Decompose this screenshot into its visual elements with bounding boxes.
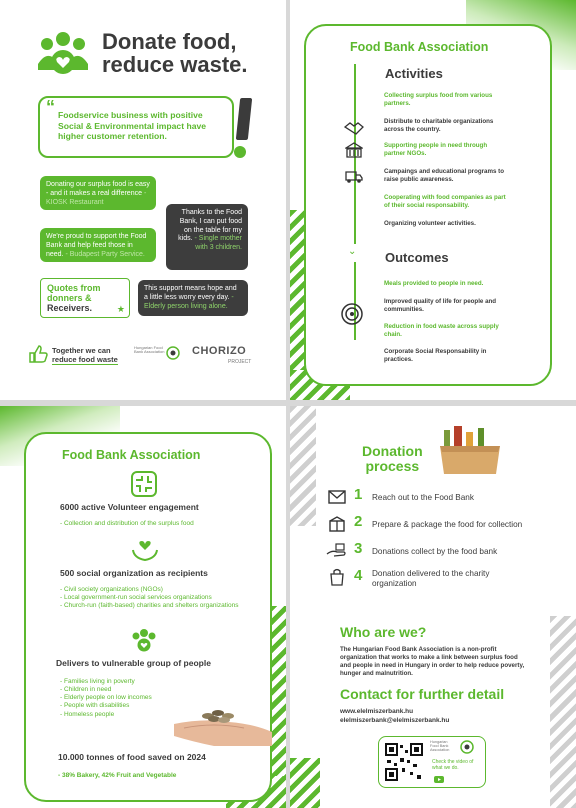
- who-heading: Who are we?: [340, 624, 427, 640]
- organization-item: - Local government-run social services organizations: [60, 594, 212, 602]
- star-icon: ★: [116, 304, 125, 314]
- quote-bubble-elderly: [138, 280, 248, 316]
- chorizo-sub: PROJECT: [228, 359, 252, 365]
- activity-item: Distribute to charitable organizations across the country.: [384, 118, 494, 133]
- stripe-decoration-bottom-left: [290, 758, 320, 808]
- group-item: - People with disabilities: [60, 702, 130, 710]
- food-bank-logo-icon: [166, 346, 180, 360]
- page-2: [290, 0, 576, 400]
- title-line-2: reduce waste.: [102, 52, 248, 78]
- step-number: 1: [354, 486, 363, 503]
- who-text: The Hungarian Food Bank Association is a non-profit organization that works to make a link between surplus food and people in need in Hungary in order to help reduce poverty, hunger and malnutrition.: [340, 646, 525, 678]
- chevron-down-icon: ⌄: [348, 246, 357, 257]
- step-number: 3: [354, 540, 363, 557]
- stripe-decoration-left-top: [290, 406, 316, 526]
- timeline-line-2: [354, 262, 356, 340]
- outcome-item: Corporate Social Responsability in practices.: [384, 348, 487, 363]
- outcome-item: Reduction in food waste across supply chain.: [384, 323, 499, 338]
- quotes-label-2: donners &: [47, 292, 92, 303]
- grocery-bag-icon: [328, 568, 346, 586]
- hand-giving-icon: [326, 542, 348, 558]
- contact-website-link[interactable]: www.elelmiszerbank.hu: [340, 708, 414, 715]
- activities-heading: Activities: [385, 66, 443, 81]
- step-text: Reach out to the Food Bank: [372, 493, 474, 502]
- food-box-image: [436, 424, 504, 476]
- quote-box: [38, 96, 234, 158]
- qr-caption: Check the video of what we do.: [432, 759, 474, 771]
- step-number: 2: [354, 513, 363, 530]
- volunteer-heading: 6000 active Volunteer engagement: [60, 502, 199, 512]
- activity-item: Cooperating with food companies as part of their social responsability.: [384, 194, 506, 209]
- envelope-icon: [328, 490, 346, 504]
- group-item: - Homeless people: [60, 710, 115, 718]
- qr-code[interactable]: [384, 742, 424, 782]
- page-title: Food Bank Association: [62, 448, 201, 462]
- volunteer-hands-icon: [130, 470, 158, 498]
- bubble-author: - Elderly person living alone.: [144, 293, 234, 310]
- bubble-text: Thanks to the Food Bank, I can put food on the table for my kids.: [178, 209, 242, 243]
- step-text: Prepare & package the food for collection: [372, 520, 523, 529]
- quotes-label-box: [40, 278, 130, 318]
- together-line-2: reduce food waste: [52, 355, 118, 364]
- together-line-1: Together we can: [52, 346, 111, 355]
- handshake-icon: [344, 121, 364, 135]
- contact-heading: Contact for further detail: [340, 686, 505, 702]
- target-icon: [340, 302, 364, 326]
- organizations-heading: 500 social organization as recipients: [60, 568, 208, 578]
- page-3: [0, 406, 286, 808]
- bubble-text: We're proud to support the Food Bank and help feed those in need.: [46, 233, 147, 258]
- quote-bubble-single-mother: [166, 204, 248, 270]
- outcome-item: Improved quality of life for people and communities.: [384, 298, 497, 313]
- building-icon: [345, 142, 363, 158]
- quotes-label-1: Quotes from: [47, 283, 101, 293]
- tonnes-heading: 10.000 tonnes of food saved on 2024: [58, 752, 206, 762]
- exclamation-dot: [234, 146, 246, 158]
- donation-title-1: Donation: [362, 443, 423, 459]
- contact-email-link[interactable]: elelmiszerbank@elelmiszerbank.hu: [340, 716, 450, 724]
- group-item: - Children in need: [60, 686, 112, 694]
- food-bank-logo-text: Hungarian Food Bank Association: [134, 345, 165, 355]
- heart-hands-icon: [132, 538, 158, 562]
- organization-item: - Church-run (faith-based) charities and shelters organizations: [60, 602, 239, 610]
- stripe-decoration-right: [550, 616, 576, 808]
- groups-heading: Delivers to vulnerable group of people: [56, 658, 211, 668]
- page-1: [0, 0, 286, 400]
- bubble-author: - KIOSK Restaurant: [46, 189, 147, 206]
- page-title: Food Bank Association: [350, 40, 489, 54]
- truck-icon: [345, 170, 363, 184]
- step-text: Donation delivered to the charity organization: [372, 569, 490, 588]
- food-bank-logo-text: Hungarian Food Bank Association: [430, 740, 450, 753]
- activity-item: Collecting surplus food from various partners.: [384, 92, 493, 107]
- quote-text: Foodservice business with positive Social & Environmental impact have higher customer retention.: [58, 110, 207, 142]
- page-4: [290, 406, 576, 808]
- thumbs-up-icon: [28, 344, 48, 364]
- tonnes-item: - 38% Bakery, 42% Fruit and Vegetable: [58, 772, 177, 779]
- step-number: 4: [354, 567, 363, 584]
- organization-item: - Civil society organizations (NGOs): [60, 586, 163, 593]
- step-text: Donations collect by the food bank: [372, 547, 498, 556]
- youtube-icon[interactable]: [434, 776, 444, 783]
- chorizo-logo: CHORIZO: [192, 345, 247, 357]
- bubble-text: Donating our surplus food is easy - and it makes a real difference: [46, 181, 150, 197]
- volunteer-item: - Collection and distribution of the surplus food: [60, 520, 194, 527]
- outcome-item: Meals provided to people in need.: [384, 280, 484, 287]
- activity-item: Organizing volunteer activities.: [384, 220, 476, 227]
- group-people-icon: [130, 628, 158, 652]
- exclamation-bar: [236, 98, 252, 140]
- quote-mark: “: [46, 97, 55, 117]
- activity-item: Campaings and educational programs to raise public awareness.: [384, 168, 504, 183]
- package-icon: [328, 516, 346, 532]
- quote-bubble-party-service: [40, 228, 156, 262]
- group-item: - Elderly people on low incomes: [60, 694, 152, 702]
- bubble-author: - Budapest Party Service.: [65, 250, 145, 258]
- hand-coins-image: [174, 700, 274, 746]
- group-item: - Families living in poverty: [60, 678, 135, 685]
- quotes-label-3: Receivers.: [47, 302, 93, 313]
- people-heart-icon: [38, 30, 88, 78]
- bubble-author: - Single mother with 3 children.: [194, 235, 242, 251]
- donation-title-2: process: [365, 457, 420, 474]
- bubble-text: This support means hope and a little less worry every day.: [144, 285, 237, 301]
- activity-item: Supporting people in need through partner NGOs.: [384, 142, 488, 157]
- quote-bubble-kiosk: [40, 176, 156, 210]
- food-bank-logo-icon: [460, 740, 474, 754]
- outcomes-heading: Outcomes: [385, 250, 449, 265]
- title-line-1: Donate food,: [102, 29, 237, 54]
